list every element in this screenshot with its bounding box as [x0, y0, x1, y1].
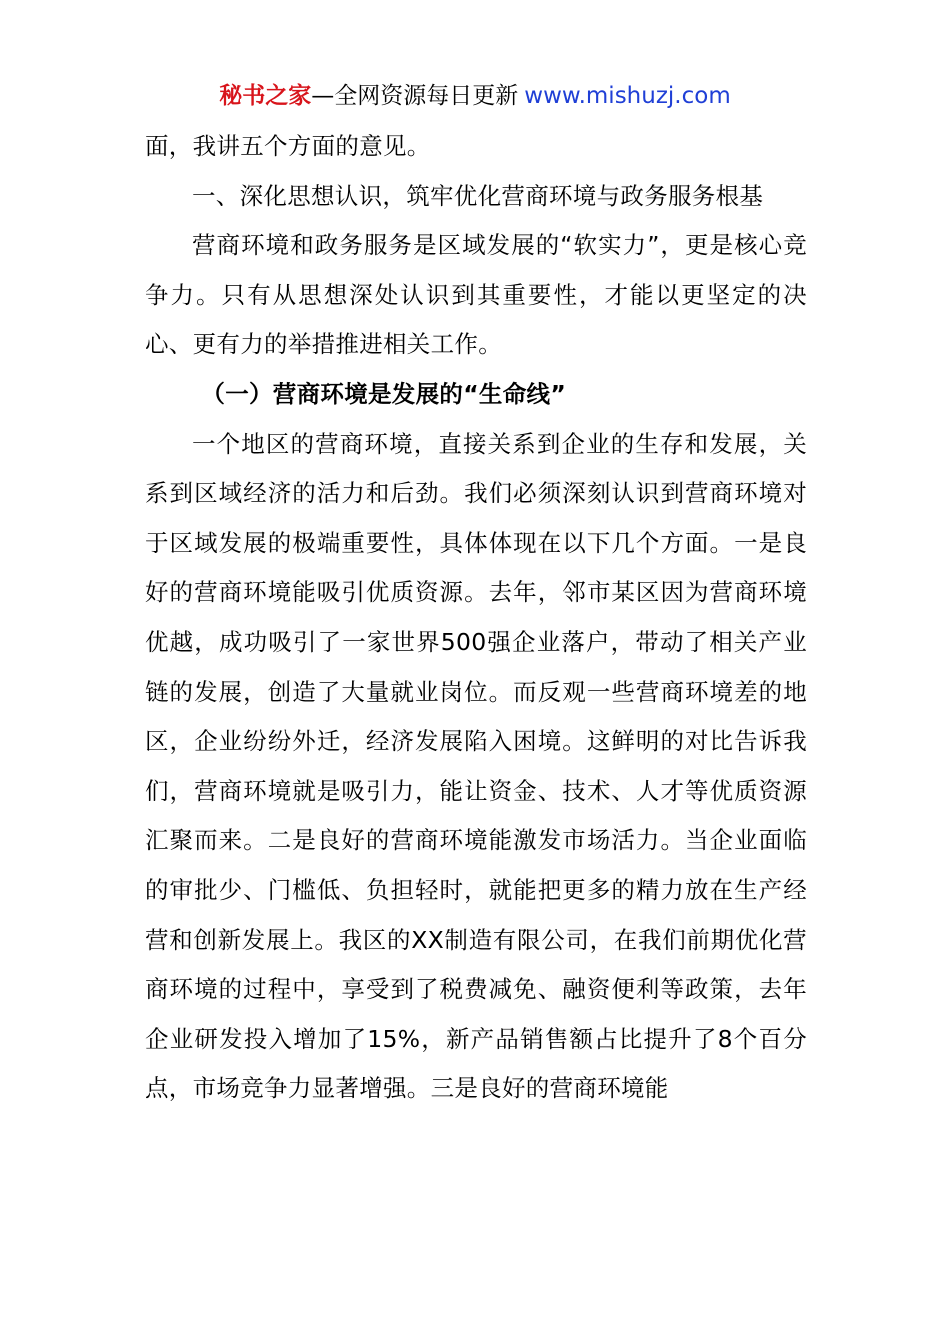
- paragraph-continuation: 面，我讲五个方面的意见。: [145, 132, 431, 160]
- paragraph: 一个地区的营商环境，直接关系到企业的生存和发展，关系到区域经济的活力和后劲。我们必须深刻认识到营商环境对于区域发展的极端重要性，具体体现在以下几个方面。一是良好的营商环境能吸引优质资源。去年，邻市某区因为营商环境优越，成功吸引了一家世界500强企业落户，带动了相关产业链的发展，创造了大量就业岗位。而反观一些营商环境差的地区，企业纷纷外迁，经济发展陷入困境。这鲜明的对比告诉我们，营商环境就是吸引力，能让资金、技术、人才等优质资源汇聚而来。二是良好的营商环境能激发市场活力。当企业面临的审批少、门槛低、负担轻时，就能把更多的精力放在生产经营和创新发展上。我区的XX制造有限公司，在我们前期优化营商环境的过程中，享受到了税费减免、融资便利等政策，去年企业研发投入增加了15%，新产品销售额占比提升了8个百分点，市场竞争力显著增强。三是良好的营商环境能: [145, 429, 807, 1103]
- site-url[interactable]: www.mishuzj.com: [524, 83, 731, 109]
- brand-name: 秘书之家: [219, 83, 312, 109]
- subsection-heading: （一）营商环境是发展的“生命线”: [201, 379, 567, 408]
- paragraph: 营商环境和政务服务是区域发展的“软实力”，更是核心竞争力。只有从思想深处认识到其重要性，才能以更坚定的决心、更有力的举措推进相关工作。: [145, 231, 807, 359]
- section-heading: 一、深化思想认识，筑牢优化营商环境与政务服务根基: [192, 181, 764, 210]
- document-body: [145, 122, 807, 1114]
- page-header: [0, 80, 950, 112]
- header-tagline: —全网资源每日更新: [311, 83, 519, 109]
